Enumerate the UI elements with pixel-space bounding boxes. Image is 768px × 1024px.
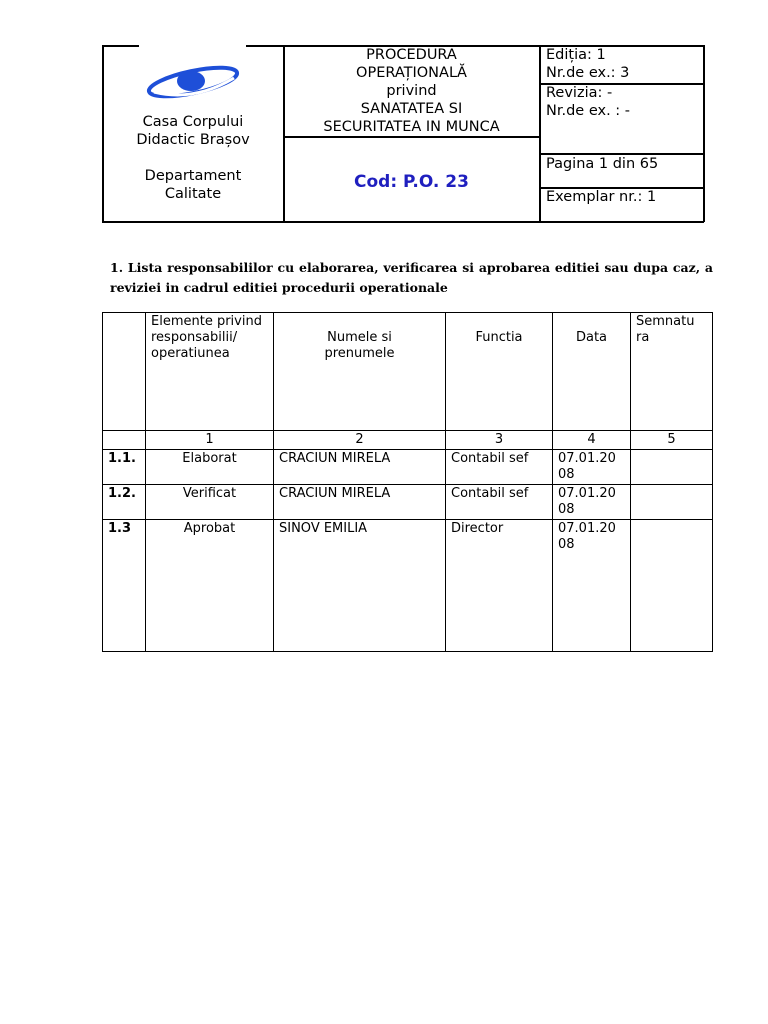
col-number: 5 <box>631 431 713 450</box>
header-name: Numele si prenumele <box>274 313 446 431</box>
row-date: 07.01.2008 <box>553 485 631 520</box>
row-number: 1.3 <box>103 520 146 652</box>
row-function: Director <box>446 520 553 652</box>
table-header-row <box>103 313 713 431</box>
row-signature <box>631 520 713 652</box>
copy-number: Exemplar nr.: 1 <box>546 189 657 205</box>
table-row <box>103 485 713 520</box>
row-number: 1.2. <box>103 485 146 520</box>
row-element: Verificat <box>146 485 274 520</box>
row-date: 07.01.2008 <box>553 520 631 652</box>
responsibles-table <box>102 312 713 652</box>
row-function: Contabil sef <box>446 485 553 520</box>
revision-info: Revizia: - Nr.de ex. : - <box>546 85 631 119</box>
header-date: Data <box>553 313 631 431</box>
row-number: 1.1. <box>103 450 146 485</box>
row-signature <box>631 485 713 520</box>
row-element: Elaborat <box>146 450 274 485</box>
row-function: Contabil sef <box>446 450 553 485</box>
row-name: SINOV EMILIA <box>274 520 446 652</box>
institution-logo <box>144 58 242 104</box>
row-signature <box>631 450 713 485</box>
edition-info: Ediția: 1 Nr.de ex.: 3 <box>546 47 630 81</box>
col-number: 4 <box>553 431 631 450</box>
procedure-title: PROCEDURA OPERAȚIONALĂ privind SANATATEA SI SECURITATEA IN MUNCA <box>323 47 500 135</box>
table-row <box>103 450 713 485</box>
section-title: 1. Lista responsabililor cu elaborarea, verificarea si aprobarea editiei sau dupa caz, a reviziei in cadrul editiei procedurii operationale <box>110 260 713 295</box>
col-number: 1 <box>146 431 274 450</box>
row-date: 07.01.2008 <box>553 450 631 485</box>
table-row <box>103 520 713 652</box>
col-number: 3 <box>446 431 553 450</box>
column-number-row <box>103 431 713 450</box>
page-info: Pagina 1 din 65 <box>546 156 659 172</box>
department-name: Departament Calitate <box>144 168 242 202</box>
row-element: Aprobat <box>146 520 274 652</box>
procedure-code: Cod: P.O. 23 <box>354 172 469 192</box>
org-name: Casa Corpului Didactic Brașov <box>136 114 250 148</box>
header-function: Functia <box>446 313 553 431</box>
col-number: 2 <box>274 431 446 450</box>
header-signature: Semnatura <box>631 313 713 431</box>
row-name: CRACIUN MIRELA <box>274 485 446 520</box>
header-elements: Elemente privind responsabilii/ operatiunea <box>146 313 274 431</box>
row-name: CRACIUN MIRELA <box>274 450 446 485</box>
